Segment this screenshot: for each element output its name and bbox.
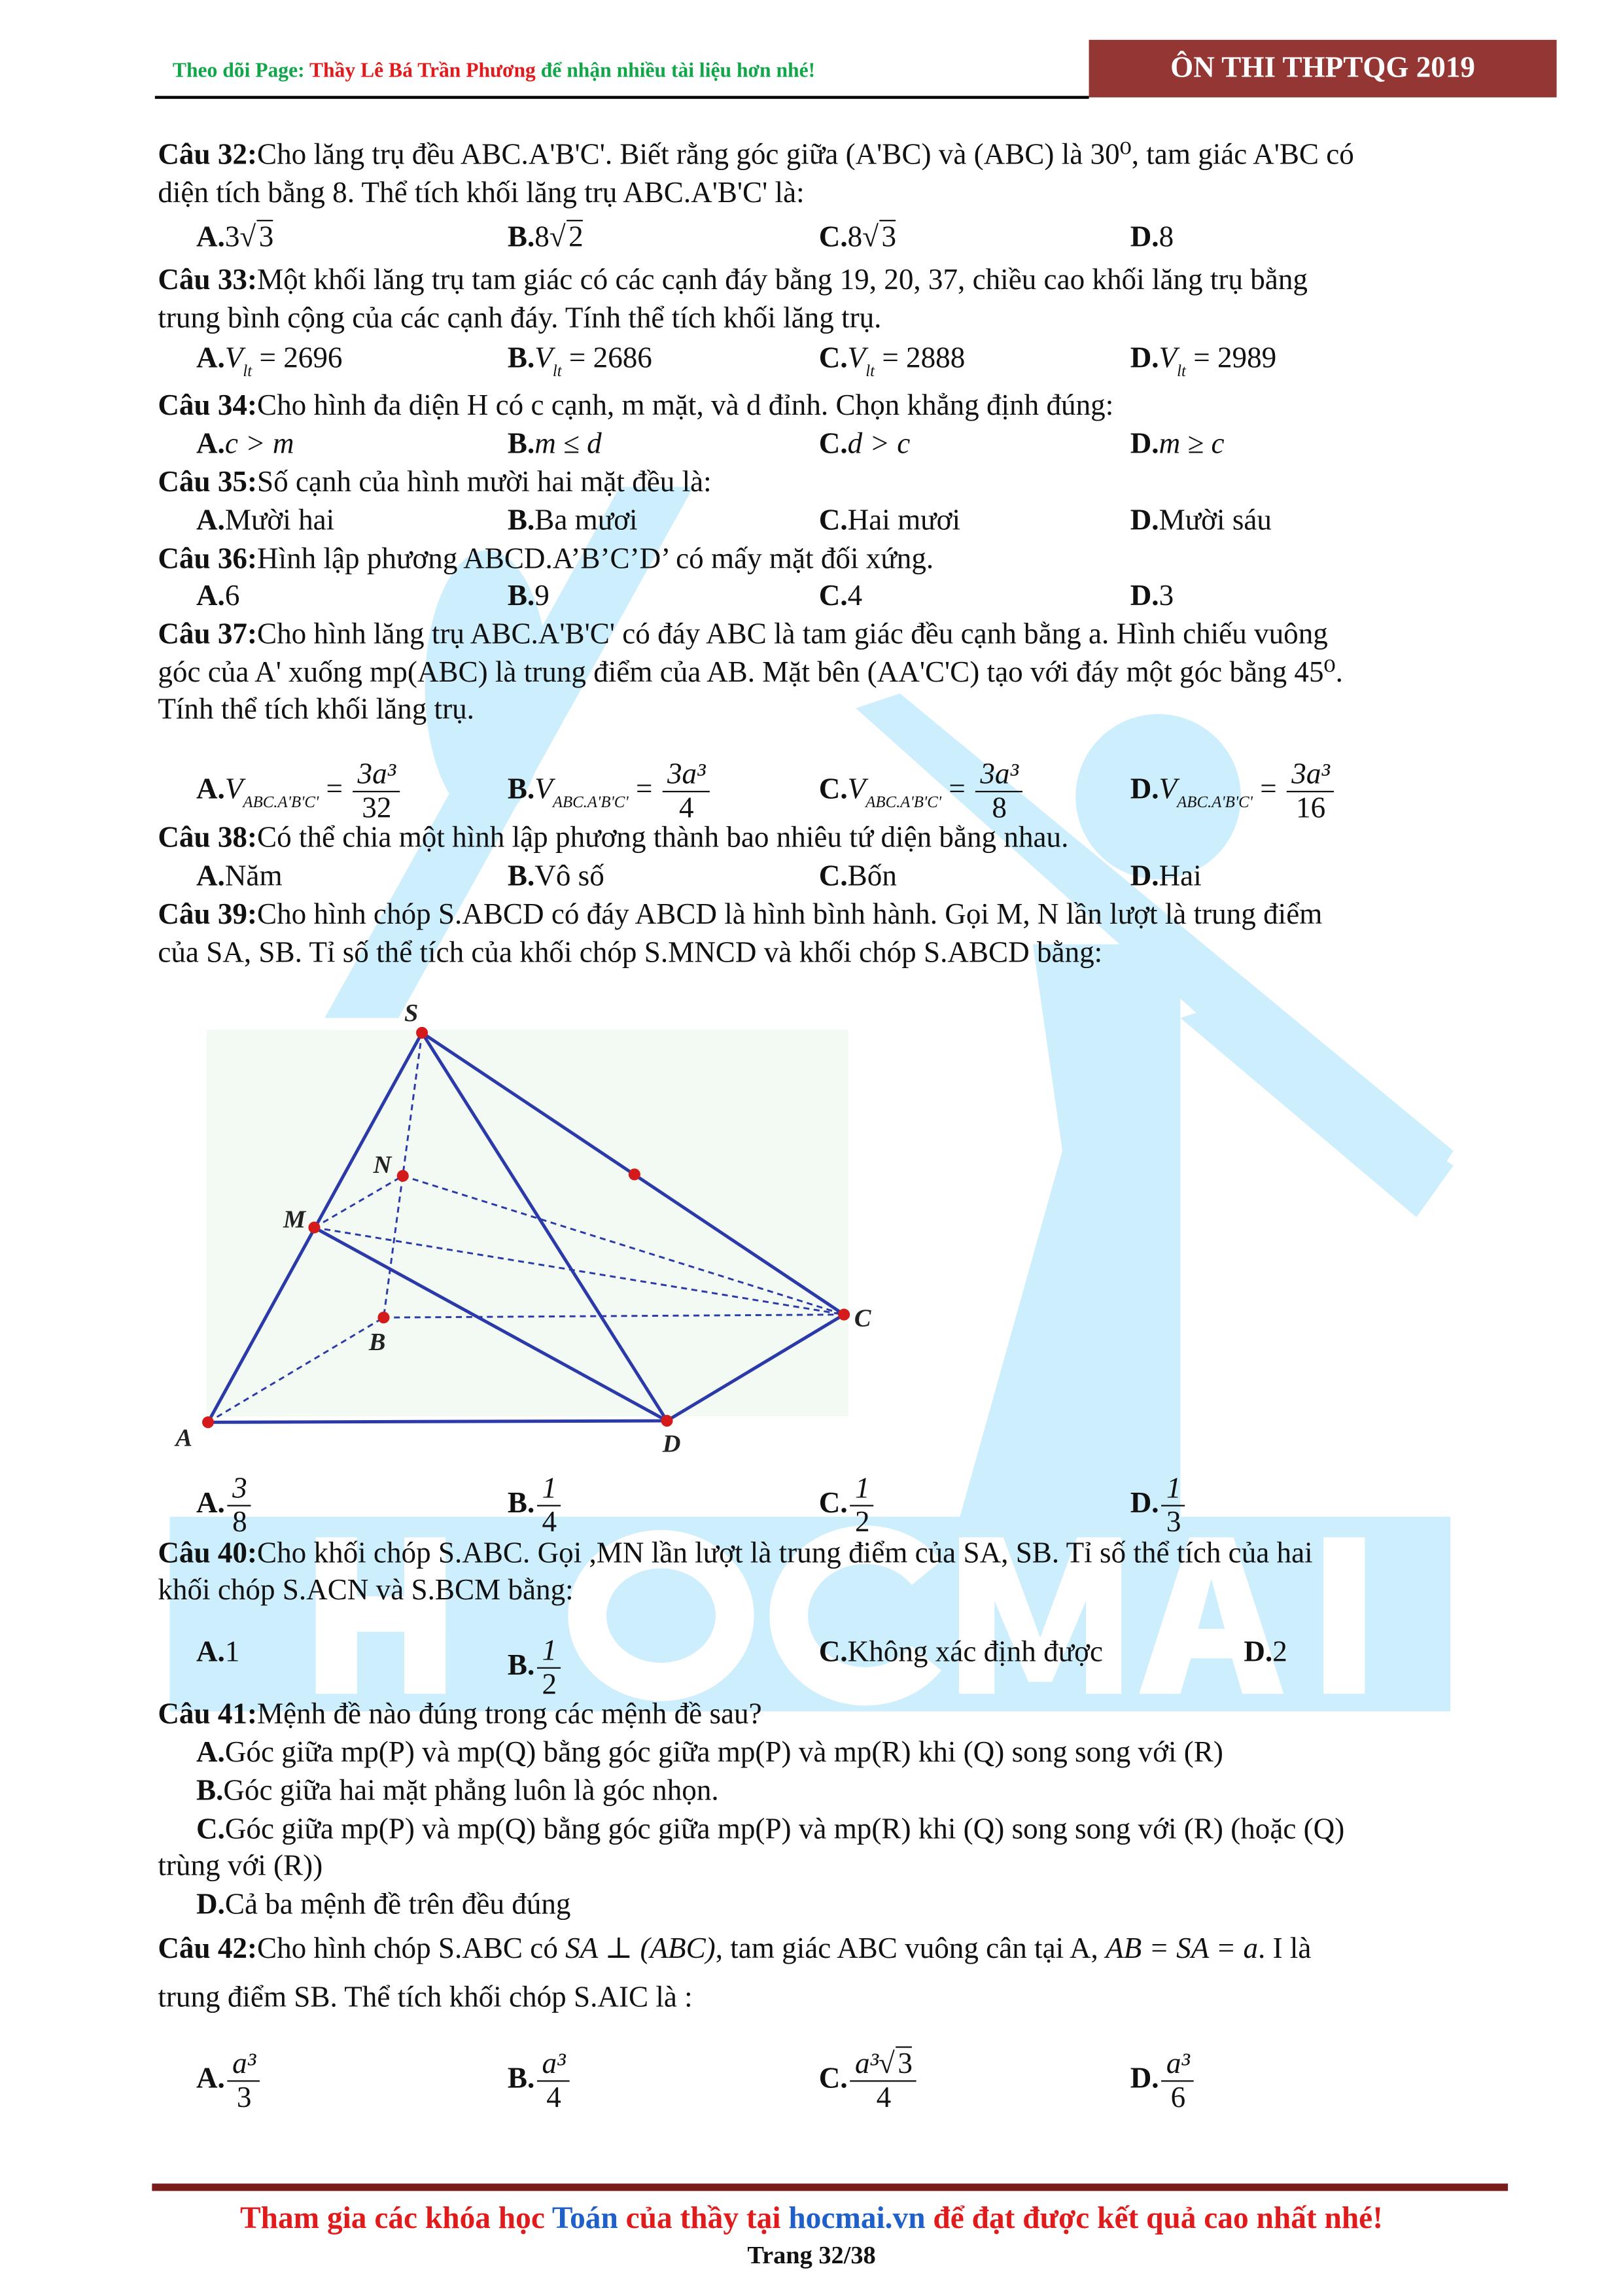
answer-label: C. [818,860,848,893]
answer-label: B. [507,1649,535,1682]
label-A: A [175,1424,192,1452]
answer-option-a[interactable] [196,220,273,255]
answer-option-c[interactable] [196,1812,1344,1847]
question-label: Câu 32: [158,139,257,171]
question-line [158,388,1113,423]
answer-option-a[interactable] [196,503,334,538]
answer-continuation: trùng với (R)) [158,1850,323,1883]
answer-label: A. [196,1736,225,1769]
answer-option-b[interactable] [196,1773,719,1809]
answer-text: 3 [1159,580,1174,613]
answer-text: Vô số [534,860,604,893]
question-text: góc của A' xuống mp(ABC) là trung điểm của AB. Mặt bên (AA'C'C) tạo với đáy một góc bằng 45⁰. [158,656,1343,689]
fraction-numerator [228,2048,260,2082]
footer-divider [152,2183,1508,2191]
answer-label: B. [507,860,535,893]
answer-label: B. [507,428,535,461]
answer-label: C. [818,428,848,461]
answer-option-b[interactable] [507,341,652,381]
answer-radicand: 3 [880,220,896,254]
answer-label: B. [507,580,535,613]
answer-label: C. [818,1636,848,1669]
answer-math: m ≤ d [534,428,602,461]
question-line [158,655,1343,690]
answer-variable: V [1159,342,1178,375]
answer-text: 4 [847,580,863,613]
answer-option-a[interactable] [196,1472,254,1539]
answer-label: B. [507,1487,535,1520]
footer-subject: Toán [551,2199,618,2236]
answer-label: D. [1130,580,1159,613]
answer-option-b[interactable] [508,220,584,255]
answer-text: Góc giữa mp(P) và mp(Q) bằng góc giữa mp(P) và mp(R) khi (Q) song song với (R) (hoặc (Q) [224,1813,1345,1846]
sqrt-symbol: √ [549,221,566,254]
question-label: Câu 42: [158,1932,257,1966]
answer-label: C. [196,1813,225,1846]
fraction-denominator: 16 [1296,792,1326,825]
fraction-denominator: 8 [232,1506,247,1539]
numerator-value: 1 [1166,1472,1181,1505]
answer-option-d[interactable] [1130,2047,1198,2115]
answer-label: D. [1130,428,1159,461]
answer-option-c[interactable] [819,503,960,538]
answer-variable: V [1159,773,1178,806]
fraction-denominator: 4 [542,1506,557,1539]
sqrt-symbol: √ [862,221,879,254]
question-text: Tính thể tích khối lăng trụ. [158,693,474,726]
question-text: trung bình cộng của các cạnh đáy. Tính thể tích khối lăng trụ. [158,302,882,335]
fraction-numerator [1162,1472,1185,1506]
answer-variable: V [534,342,553,375]
question-label: Câu 35: [158,466,257,499]
answer-fraction [228,1472,251,1539]
point-on-SC [629,1168,640,1180]
point-B [377,1312,389,1323]
question-text: Số cạnh của hình mười hai mặt đều là: [256,466,712,499]
answer-option-b[interactable] [507,1472,564,1539]
answer-text: Hai [1159,860,1202,893]
answer-label: B. [507,504,535,538]
answer-option-d[interactable] [1130,1472,1189,1539]
question-line [158,464,711,500]
point-C [838,1309,850,1321]
question-text: của SA, SB. Tỉ số thể tích của khối chóp S.MNCD và khối chóp S.ABCD bằng: [158,937,1103,969]
follow-suffix: để nhận nhiều tài liệu hơn nhé! [535,60,816,83]
question-line [158,542,934,577]
question-text-segment: AB = SA = a [1106,1932,1259,1966]
label-N: N [373,1151,392,1179]
follow-name[interactable]: Thầy Lê Bá Trần Phương [309,60,536,83]
question-text: Một khối lăng trụ tam giác có các cạnh đáy bằng 19, 20, 37, chiều cao khối lăng trụ bằng [256,264,1308,297]
numerator-value: a³ [1166,2047,1190,2081]
footer-middle: của thầy tại [618,2199,789,2236]
point-N [397,1170,409,1182]
question-label: Câu 39: [158,898,257,931]
answer-option-a[interactable] [196,1635,239,1670]
pyramid-diagram [169,988,878,1461]
answer-option-d[interactable] [1130,220,1174,255]
question-text-segment: . I là [1258,1932,1312,1966]
numerator-value: 1 [542,1635,557,1667]
numerator-value: 1 [542,1472,557,1505]
header-badge: ÔN THI THPTQG 2019 [1089,40,1557,97]
answer-option-c[interactable] [819,220,896,255]
answer-option-b[interactable] [507,758,713,825]
answer-fraction [976,758,1023,824]
fraction-numerator [538,1472,561,1506]
watermark-body [959,945,1180,1520]
answer-fraction [1162,1472,1185,1539]
answer-text: Ba mươi [534,504,638,538]
answer-label: A. [196,1636,225,1669]
answer-text: 8 [534,221,550,254]
answer-variable: V [847,773,866,806]
answer-fraction [1162,2048,1195,2114]
fraction-denominator: 6 [1170,2081,1186,2115]
answer-option-b[interactable] [507,1635,564,1701]
answer-option-d[interactable] [1130,426,1225,462]
answer-text: Cả ba mệnh đề trên đều đúng [224,1888,571,1921]
answer-text: Hai mươi [847,504,961,538]
question-text: Có thể chia một hình lập phương thành bao nhiêu tứ diện bằng nhau. [256,822,1069,854]
answer-label: C. [818,580,848,613]
answer-option-c[interactable] [819,578,862,614]
answer-fraction [538,1635,561,1701]
numerator-value: 3a³ [357,758,396,791]
question-line [158,262,1308,298]
answer-label: C. [818,221,848,254]
answer-math: m ≥ c [1159,428,1225,461]
answer-text: Không xác định được [847,1636,1103,1669]
answer-text: 8 [1159,221,1174,254]
answer-text: 3 [224,221,240,254]
question-line [158,1697,761,1732]
question-text: Cho hình lăng trụ ABC.A'B'C' có đáy ABC là tam giác đều cạnh bằng a. Hình chiếu vuông [256,618,1328,651]
question-text: khối chóp S.ACN và S.BCM bằng: [158,1574,574,1607]
answer-option-b[interactable] [507,2047,573,2115]
equals-sign: = [628,773,660,806]
answer-subscript: ABC.A'B'C' [865,793,942,812]
numerator-radicand: 3 [896,2046,913,2080]
answer-text: = 2686 [561,342,652,375]
page-number: Trang 32/38 [747,2241,876,2269]
answer-subscript: lt [243,362,253,381]
answer-option-a[interactable] [196,859,283,894]
answer-option-d[interactable] [1130,859,1202,894]
answer-label: A. [196,580,225,613]
follow-prefix: Theo dõi Page: [172,60,309,83]
answer-label: D. [1130,342,1159,375]
question-line [158,175,804,211]
fraction-numerator [976,758,1023,792]
answer-label: C. [818,2062,848,2096]
answer-label: D. [1244,1636,1273,1669]
answer-option-d[interactable] [1130,578,1174,614]
answer-option-b[interactable] [508,859,604,894]
answer-label: A. [196,221,225,254]
question-text-segment: , tam giác ABC vuông cân tại A, [715,1932,1106,1966]
answer-label: A. [196,2062,225,2096]
fraction-numerator [538,1635,561,1669]
answer-label: C. [818,342,848,375]
question-label: Câu 38: [158,822,257,854]
label-D: D [662,1430,681,1458]
question-text: Cho hình đa diện H có c cạnh, m mặt, và d đỉnh. Chọn khẳng định đúng: [256,389,1114,423]
answer-subscript: ABC.A'B'C' [552,793,629,812]
answer-fraction [1287,758,1335,824]
answer-variable: V [534,773,553,806]
answer-text: Góc giữa mp(P) và mp(Q) bằng góc giữa mp(P) và mp(R) khi (Q) song song với (R) [224,1736,1223,1769]
answer-option-d[interactable] [1130,503,1272,538]
header-divider [155,96,1089,99]
fraction-numerator [353,758,400,792]
answer-subscript: lt [865,362,875,381]
question-line [158,1536,1312,1571]
question-text: Cho khối chóp S.ABC. Gọi ,MN lần lượt là trung điểm của SA, SB. Tỉ số thể tích của hai [256,1537,1313,1570]
answer-fraction [538,1472,561,1539]
question-line [158,897,1322,932]
answer-label: A. [196,504,225,538]
fraction-denominator: 4 [546,2081,561,2115]
numerator-value: a³ [542,2047,566,2081]
answer-option-d[interactable] [1244,1635,1287,1670]
answer-text: = 2696 [252,342,343,375]
answer-option-c[interactable] [818,758,1026,825]
question-text: Cho lăng trụ đều ABC.A'B'C'. Biết rằng góc giữa (A'BC) và (ABC) là 30⁰, tam giác A'BC có [256,139,1354,171]
watermark-right-leg [1180,1003,1453,1217]
answer-label: D. [1130,1487,1159,1520]
answer-label: D. [1130,2062,1159,2096]
answer-label: A. [196,773,225,806]
answer-option-a[interactable] [196,341,343,381]
answer-label: D. [196,1888,225,1921]
answer-variable: V [224,342,243,375]
numerator-value: 3a³ [1291,758,1330,791]
answer-option-d[interactable] [1130,341,1277,381]
numerator-value: a³ [854,2047,879,2081]
answer-text: Góc giữa hai mặt phẳng luôn là góc nhọn. [223,1775,719,1807]
fraction-numerator [850,1472,874,1506]
answer-subscript: lt [552,362,562,381]
footer-site-link[interactable]: hocmai.vn [788,2199,926,2236]
point-M [308,1222,320,1234]
fraction-numerator [538,2048,570,2082]
question-label: Câu 34: [158,389,257,423]
answer-math: d > c [847,428,911,461]
question-line [158,617,1327,652]
answer-label: B. [196,1775,224,1807]
numerator-value: 1 [854,1472,870,1505]
answer-option-a[interactable] [196,758,403,825]
answer-fraction [850,2048,916,2114]
answer-label: C. [818,1487,848,1520]
label-M: M [283,1206,306,1234]
answer-label: B. [507,2062,535,2096]
numerator-value: 3a³ [980,758,1019,791]
fraction-numerator [1162,2048,1195,2082]
label-C: C [854,1304,871,1332]
numerator-value: 3 [232,1472,247,1505]
label-S: S [404,999,419,1027]
footer-prefix: Tham gia các khóa học [240,2199,552,2236]
answer-option-a[interactable] [196,1735,1223,1770]
answer-variable: V [847,342,866,375]
answer-option-b[interactable] [508,578,550,614]
answer-subscript: lt [1177,362,1186,381]
footer-promo [0,2200,1623,2236]
point-S [416,1027,428,1039]
answer-radicand: 2 [567,220,584,254]
question-text-segment: Cho hình chóp S.ABC có [256,1932,566,1966]
question-label: Câu 36: [158,543,257,576]
answer-fraction [663,758,710,824]
question-line [158,1573,573,1608]
question-label: Câu 41: [158,1698,257,1731]
answer-label: B. [507,342,535,375]
header-follow-text [173,60,815,84]
sqrt-symbol: √ [879,2047,895,2081]
fraction-denominator: 2 [542,1668,557,1701]
answer-text: Năm [224,860,283,893]
answer-fraction [228,2048,260,2114]
question-label: Câu 40: [158,1537,257,1570]
watermark-letter-i [1323,1537,1365,1694]
fraction-denominator: 4 [876,2081,892,2115]
question-line [158,935,1102,971]
answer-label: A. [196,860,225,893]
numerator-value: a³ [232,2047,256,2081]
answer-option-b[interactable] [508,426,602,462]
answer-text: Mười hai [224,504,335,538]
answer-fraction [353,758,400,824]
answer-subscript: ABC.A'B'C' [1177,793,1253,812]
question-line [158,1931,1311,1966]
answer-option-c[interactable] [818,1472,877,1539]
answer-text: Mười sáu [1159,504,1272,538]
answer-variable: V [224,773,243,806]
question-label: Câu 33: [158,264,257,297]
question-text: diện tích bằng 8. Thể tích khối lăng trụ ABC.A'B'C' là: [158,177,805,210]
question-text: trung điểm SB. Thể tích khối chóp S.AIC là : [158,1981,693,2014]
answer-math: c > m [224,428,294,461]
answer-text: 1 [224,1636,240,1669]
fraction-numerator [850,2048,916,2082]
answer-label: C. [818,504,848,538]
answer-option-b[interactable] [508,503,638,538]
answer-label: D. [1130,221,1159,254]
answer-option-d[interactable] [196,1887,571,1922]
answer-label: A. [196,342,225,375]
question-line [158,137,1354,173]
answer-text: = 2989 [1185,342,1277,375]
fraction-numerator [1287,758,1335,792]
point-D [661,1415,672,1427]
answer-label: A. [196,428,225,461]
question-text-segment: SA ⊥ (ABC) [565,1932,716,1966]
fraction-denominator: 32 [362,792,392,825]
answer-option-d[interactable] [1130,758,1337,825]
answer-fraction [850,1472,874,1539]
question-text: Cho hình chóp S.ABCD có đáy ABCD là hình bình hành. Gọi M, N lần lượt là trung điểm [256,898,1323,931]
question-line [158,301,881,336]
equals-sign: = [319,773,351,806]
question-text: Mệnh đề nào đúng trong các mệnh đề sau? [256,1698,762,1731]
answer-text: 6 [224,580,240,613]
edge-AD [208,1421,667,1422]
answer-label: A. [196,1487,225,1520]
numerator-value: 3a³ [667,758,706,791]
answer-option-c[interactable] [818,341,966,381]
answer-radicand: 3 [257,220,273,254]
label-B: B [368,1328,386,1356]
answer-label: D. [1130,860,1159,893]
answer-label: B. [507,773,535,806]
answer-text: 8 [847,221,863,254]
answer-text: 2 [1272,1636,1287,1669]
answer-option-a[interactable] [196,578,239,614]
answer-option-a[interactable] [196,2047,264,2115]
question-line [158,692,474,727]
sqrt-symbol: √ [239,221,256,254]
answer-label: D. [1130,773,1159,806]
footer-suffix: để đạt được kết quả cao nhất nhé! [925,2199,1384,2236]
answer-text: 9 [534,580,550,613]
answer-label: B. [507,221,535,254]
answer-fraction [538,2048,570,2114]
question-line [158,820,1068,856]
question-text: Hình lập phương ABCD.A’B’C’D’ có mấy mặt đối xứng. [256,543,934,576]
answer-label: D. [1130,504,1159,538]
answer-option-c[interactable] [819,426,910,462]
answer-option-c[interactable] [818,2047,920,2115]
point-A [202,1416,214,1428]
answer-label: C. [818,773,848,806]
fraction-denominator: 8 [992,792,1007,825]
equals-sign: = [941,773,973,806]
fraction-denominator: 3 [236,2081,252,2115]
fraction-denominator: 4 [678,792,694,825]
answer-subscript: ABC.A'B'C' [243,793,319,812]
answer-text: = 2888 [875,342,966,375]
answer-option-a[interactable] [196,426,294,462]
fraction-numerator [663,758,710,792]
fraction-denominator: 3 [1166,1506,1181,1539]
answer-option-c[interactable] [819,1635,1103,1670]
answer-option-c[interactable] [819,859,897,894]
answer-text: Bốn [847,860,897,893]
question-label: Câu 37: [158,618,257,651]
fraction-numerator [228,1472,251,1506]
question-line [158,1980,692,2015]
equals-sign: = [1252,773,1284,806]
fraction-denominator: 2 [854,1506,870,1539]
